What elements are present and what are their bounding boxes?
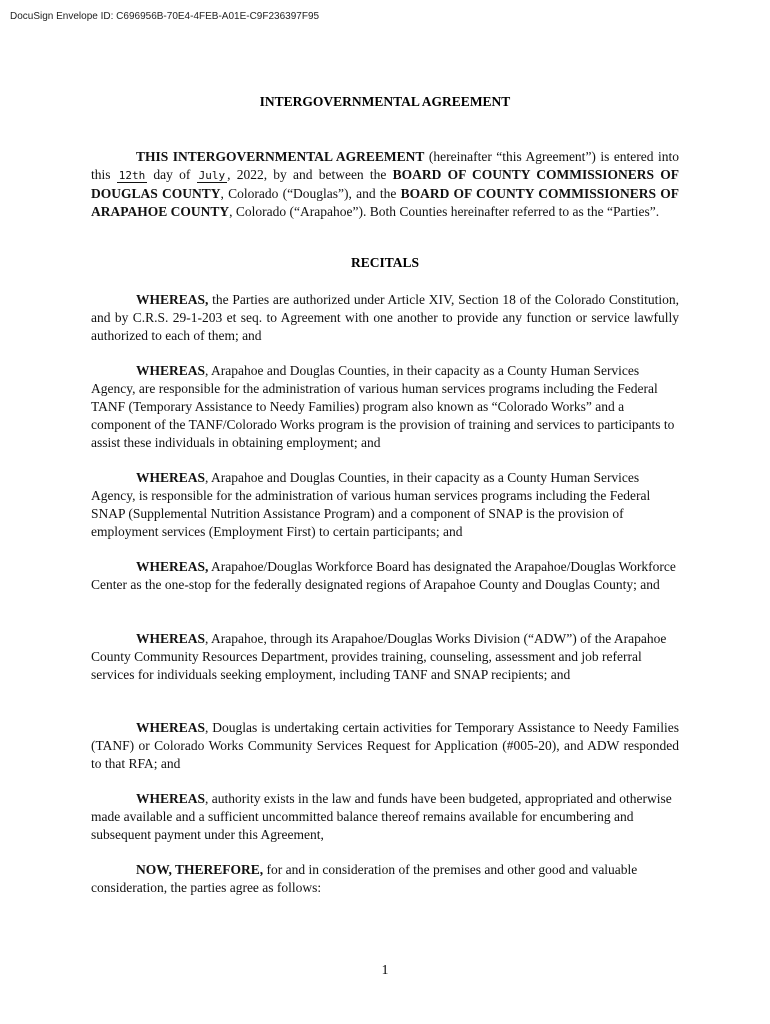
- recital-lead: WHEREAS: [136, 720, 206, 735]
- intro-paragraph: [91, 148, 679, 221]
- month-field: July: [198, 169, 226, 182]
- recital-lead: WHEREAS,: [136, 559, 209, 574]
- recital-text: , Arapahoe and Douglas Counties, in their capacity as a County Human Services Agency, is responsible for the administration of various human services programs including the Federal SNAP (Supplemental Nutrition Assistance Program) and a component of SNAP is the provision of employment services (Employment First) to certain participants; and: [91, 470, 651, 539]
- recital-lead: WHEREAS: [136, 470, 206, 485]
- recital-text: , authority exists in the law and funds have been budgeted, appropriated and otherwise made available and a sufficient uncommitted balance thereof remains available for encumbering and subsequent payment under this Agreement,: [91, 791, 672, 842]
- recital-lead: WHEREAS: [136, 631, 206, 646]
- douglas-board: BOARD OF COUNTY COMMISSIONERS OF DOUGLAS COUNTY: [91, 167, 679, 201]
- page-number: 1: [381, 962, 389, 977]
- intro-text-3: , 2022, by and between the: [227, 167, 393, 182]
- recital-paragraph: [91, 558, 679, 594]
- intro-text-4: , Colorado (“Douglas”), and the: [220, 186, 401, 201]
- recital-paragraph: [91, 630, 679, 684]
- day-field: 12th: [118, 169, 146, 182]
- recital-paragraph: [91, 362, 679, 452]
- recital-paragraph: [91, 469, 679, 541]
- clause-text: for and in consideration of the premises and other good and valuable consideration, the parties agree as follows:: [91, 862, 638, 895]
- docusign-envelope-id: DocuSign Envelope ID: C696956B-70E4-4FEB-A01E-C9F236397F95: [10, 11, 320, 22]
- clause-lead: NOW, THEREFORE,: [136, 862, 264, 877]
- recital-lead: WHEREAS: [136, 363, 206, 378]
- recitals-heading: RECITALS: [350, 255, 420, 270]
- recital-lead: WHEREAS: [136, 791, 206, 806]
- intro-text-2: day of: [147, 167, 197, 182]
- recital-text: the Parties are authorized under Article XIV, Section 18 of the Colorado Constitution, and by C.R.S. 29-1-203 et seq. to Agreement with one another to provide any function or service lawfully authorized to each of them; and: [91, 292, 679, 343]
- document-title: INTERGOVERNMENTAL AGREEMENT: [259, 94, 511, 109]
- recital-text: Arapahoe/Douglas Workforce Board has designated the Arapahoe/Douglas Workforce Center as the one-stop for the federally designated regions of Arapahoe County and Douglas County; and: [91, 559, 676, 592]
- recital-paragraph: [91, 790, 679, 844]
- agreement-clause: [91, 861, 679, 897]
- arapahoe-board: BOARD OF COUNTY COMMISSIONERS OF ARAPAHOE COUNTY: [91, 186, 679, 219]
- recital-paragraph: [91, 719, 679, 773]
- recital-lead: WHEREAS,: [136, 292, 209, 307]
- recital-text: , Arapahoe and Douglas Counties, in their capacity as a County Human Services Agency, are responsible for the administration of various human services programs including the Federal TANF (Temporary Assistance to Needy Families) program also known as “Colorado Works” and a component of the TANF/Colorado Works program is the provision of training and services to participants to assist these individuals in obtaining employment; and: [91, 363, 675, 450]
- intro-text-1: (hereinafter “this Agreement”) is entered into this: [91, 149, 679, 182]
- intro-lead: THIS INTERGOVERNMENTAL AGREEMENT: [136, 149, 425, 164]
- recital-text: , Douglas is undertaking certain activities for Temporary Assistance to Needy Families (TANF) or Colorado Works Community Services Request for Application (#005-20), and ADW responded to that RFA; and: [91, 720, 679, 771]
- recital-text: , Arapahoe, through its Arapahoe/Douglas Works Division (“ADW”) of the Arapahoe County Community Resources Department, provides training, counseling, assessment and job referral services for individuals seeking employment, including TANF and SNAP recipients; and: [91, 631, 667, 682]
- recital-paragraph: [91, 291, 679, 345]
- intro-text-5: , Colorado (“Arapahoe”). Both Counties hereinafter referred to as the “Parties”.: [229, 204, 660, 219]
